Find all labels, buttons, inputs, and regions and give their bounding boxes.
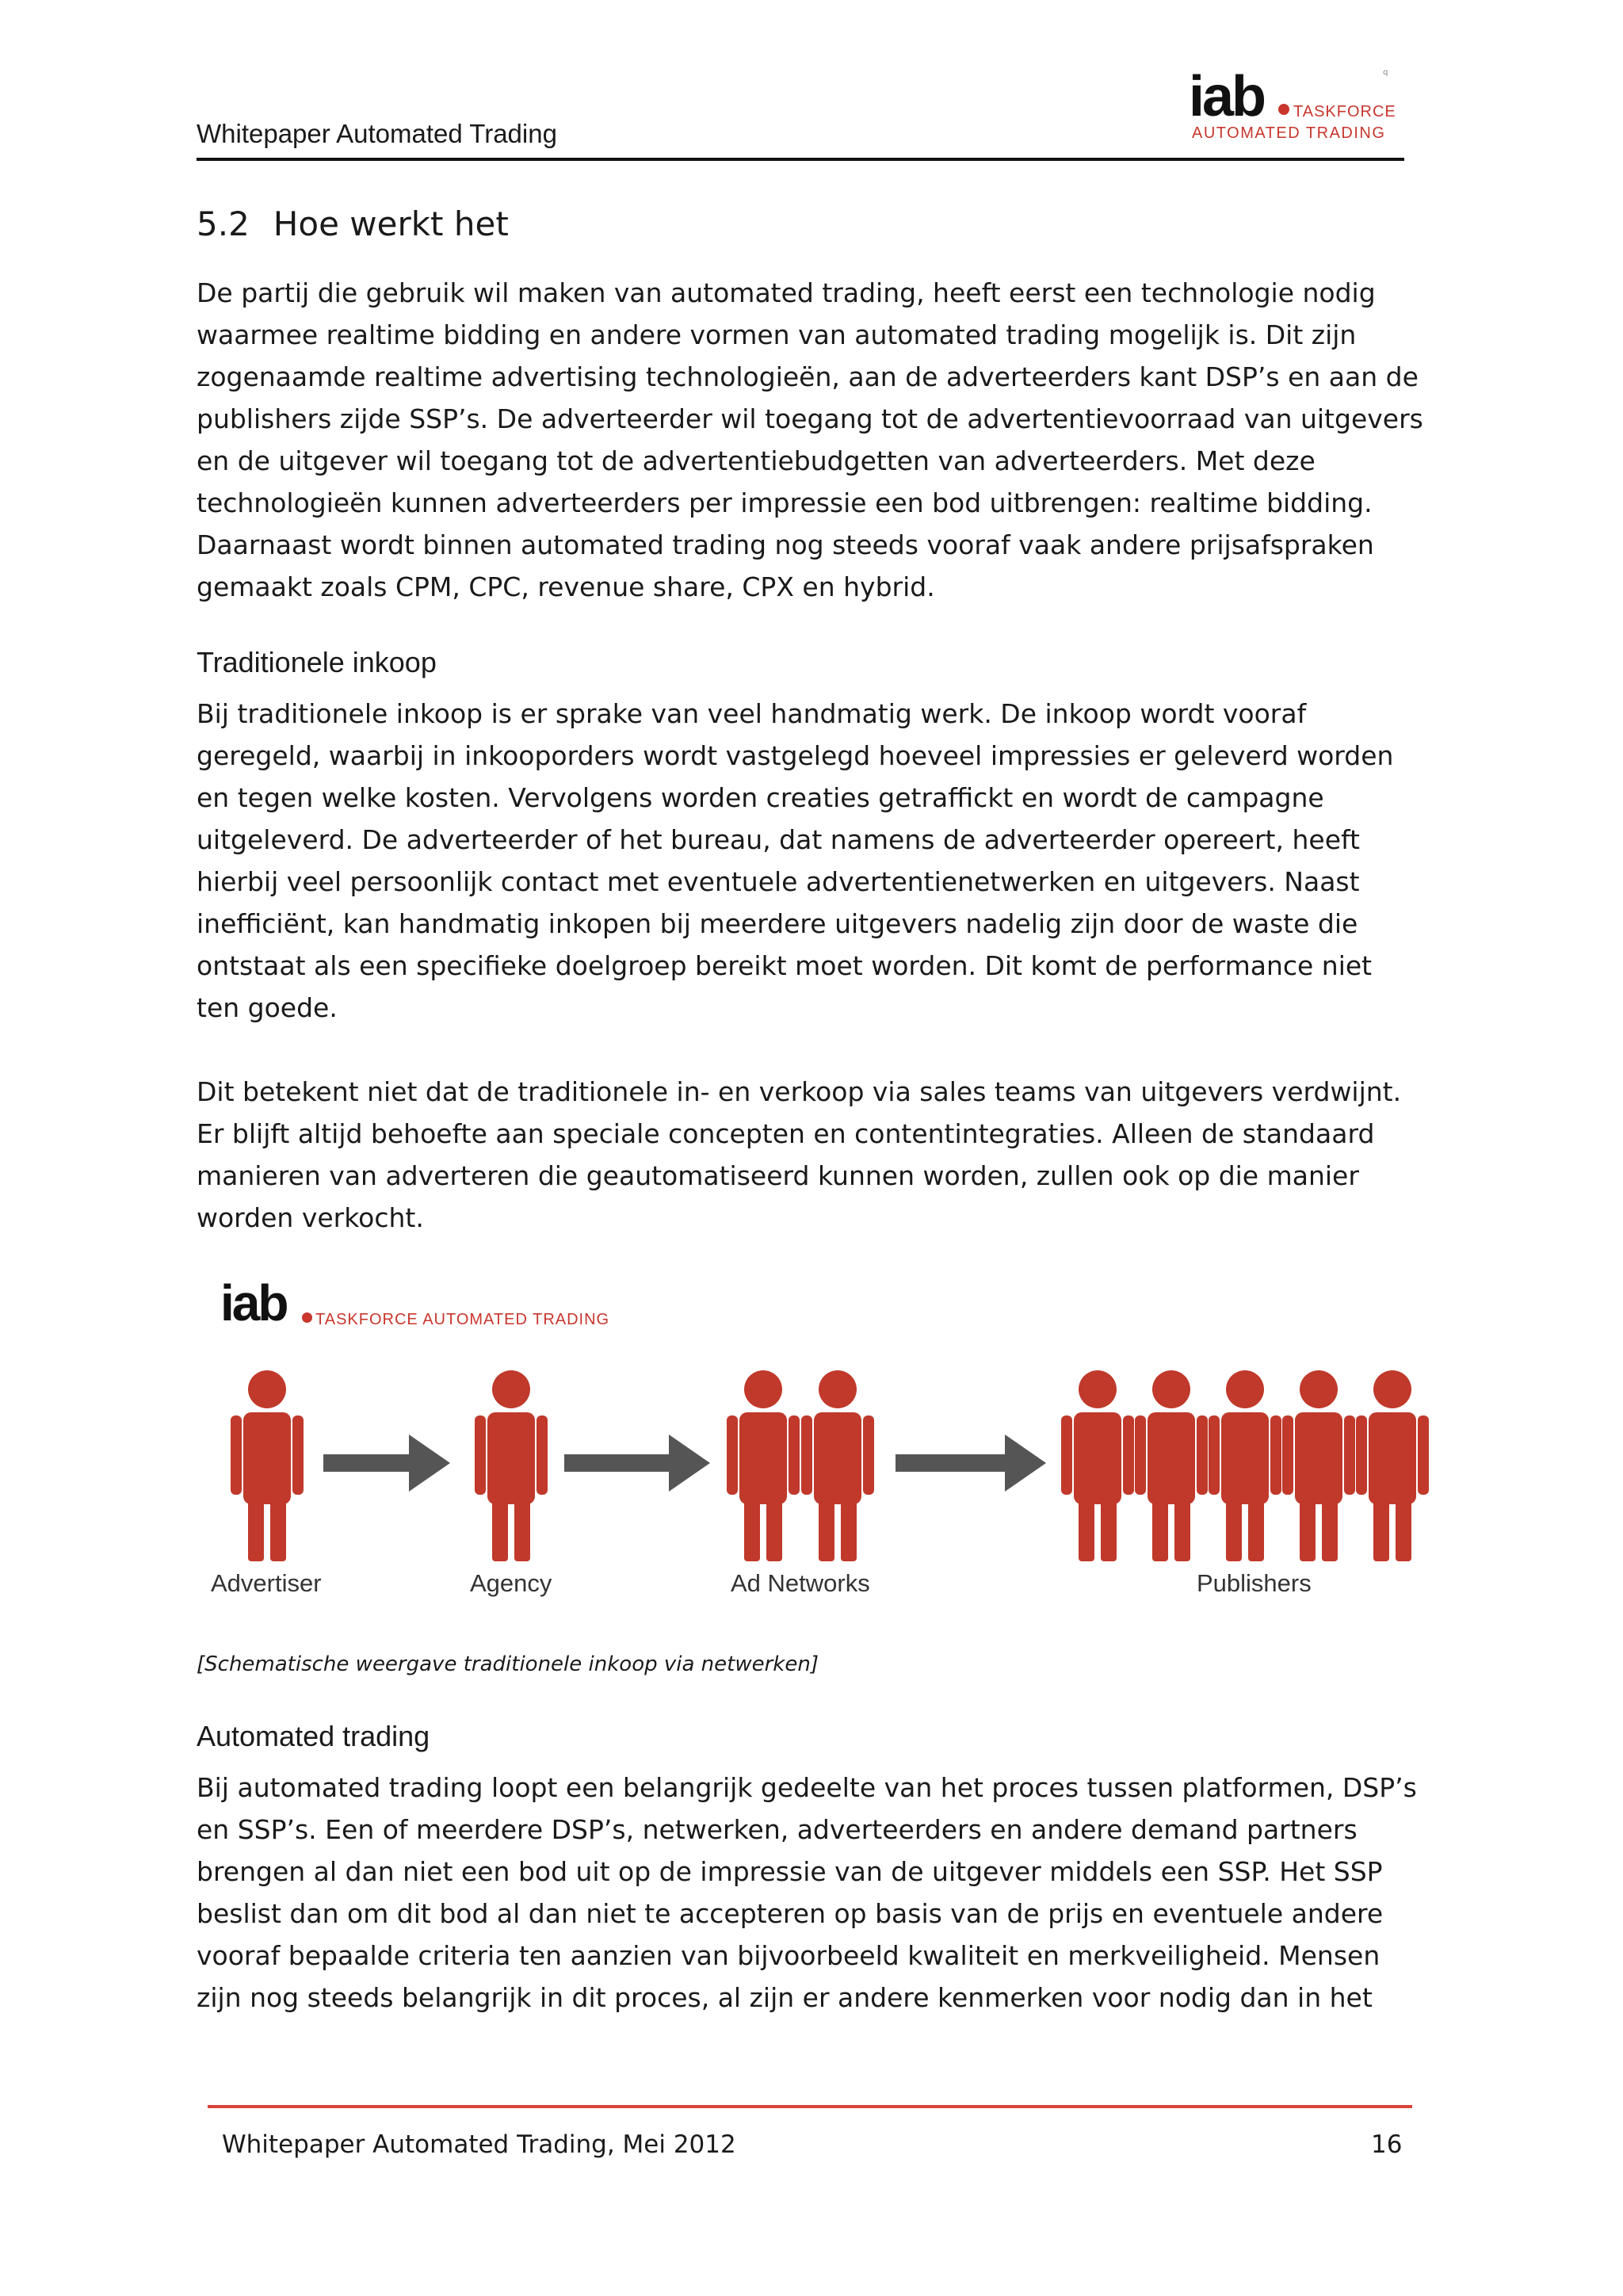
section-number: 5.2 [197,204,250,243]
label-agency: Agency [470,1569,552,1597]
diagram-graphics [206,1268,1450,1617]
traditional-heading: Traditionele inkoop [197,646,437,678]
label-publishers: Publishers [1197,1569,1312,1597]
person-publisher-5 [1356,1370,1429,1561]
logo-corner-mark: q [1383,68,1388,77]
logo-dot [1278,104,1289,115]
section-title: Hoe werkt het [273,204,509,243]
header-rule [197,158,1404,161]
person-publisher-1 [1061,1370,1134,1561]
automated-paragraph: Bij automated trading loopt een belangrijk gedeelte van het proces tussen platformen, DSP’s en SSP’s. Een of meerdere DSP’s, netwerken, adverteerders en andere demand partners brengen al dan niet een bod uit op de impressie van de uitgever middels een SSP. Het SSP beslist dan om dit bod al dan niet te accepteren op basis van de prijs en eventuele andere vooraf bepaalde criteria ten aanzien van bijvoorbeeld kwaliteit en merkveiligheid. Mensen zijn nog steeds belangrijk in dit proces, al zijn er andere kenmerken voor nodig dan in het [197,1772,1417,2013]
arrow-advertiser-to-agency [323,1435,450,1492]
logo-line2: AUTOMATED TRADING [1192,124,1386,142]
logo-line1: TASKFORCE [1293,103,1396,120]
person-ad-network-2 [801,1370,874,1561]
label-advertiser: Advertiser [211,1569,322,1597]
arrow-agency-to-ad-networks [564,1435,710,1492]
person-ad-network-1 [727,1370,800,1561]
automated-heading: Automated trading [197,1720,430,1752]
section-heading [197,204,509,243]
figure-logo-text: TASKFORCE AUTOMATED TRADING [315,1311,610,1328]
header-title: Whitepaper Automated Trading [197,119,557,148]
person-publisher-4 [1282,1370,1355,1561]
arrow-ad-networks-to-publishers [896,1435,1046,1492]
label-ad-networks: Ad Networks [731,1569,870,1597]
page-number: 16 [1371,2130,1403,2159]
traditional-paragraph-2: Dit betekent niet dat de traditionele in- en verkoop via sales teams van uitgevers verdwijnt. Er blijft altijd behoefte aan speciale concepten en contentintegraties. Alleen de standaard manieren van adverteren die geautomatiseerd kunnen worden, zullen ook op die manier worden verkocht. [197,1076,1402,1233]
intro-paragraph: De partij die gebruik wil maken van automated trading, heeft eerst een technologie nodig waarmee realtime bidding en andere vormen van automated trading mogelijk is. Dit zijn zogenaamde realtime advertising technologieën, aan de adverteerders kant DSP’s en aan de publishers zijde SSP’s. De adverteerder wil toegang tot de advertentievoorraad van uitgevers en de uitgever wil toegang tot de advertentiebudgetten van adverteerders. Met deze technologieën kunnen adverteerders per impressie een bod uitbrengen: realtime bidding. Daarnaast wordt binnen automated trading nog steeds vooraf vaak andere prijsafspraken gemaakt zoals CPM, CPC, revenue share, CPX en hybrid. [197,277,1423,602]
traditional-buying-diagram [206,1268,1450,1617]
logo-brand: iab [1189,65,1265,128]
person-agency [475,1370,548,1561]
figure-caption: [Schematische weergave traditionele inkoop via netwerken] [197,1652,819,1676]
person-publisher-2 [1135,1370,1208,1561]
footer-rule [208,2105,1412,2108]
traditional-paragraph-1: Bij traditionele inkoop is er sprake van veel handmatig werk. De inkoop wordt vooraf geregeld, waarbij in inkooporders wordt vastgelegd hoeveel impressies er geleverd worden en tegen welke kosten. Vervolgens worden creaties getraffickt en wordt de campagne uitgeleverd. De adverteerder of het bureau, dat namens de adverteerder opereert, heeft hierbij veel persoonlijk contact met eventuele advertentienetwerken en uitgevers. Naast inefficiënt, kan handmatig inkopen bij meerdere uitgevers nadelig zijn door de waste die ontstaat als een specifieke doelgroep bereikt moet worden. Dit komt de performance niet ten goede. [197,698,1394,1023]
person-publisher-3 [1209,1370,1281,1561]
footer-text: Whitepaper Automated Trading, Mei 2012 [222,2130,736,2159]
figure-logo-brand: iab [220,1274,287,1331]
person-advertiser [231,1370,304,1561]
iab-logo [1189,65,1396,147]
